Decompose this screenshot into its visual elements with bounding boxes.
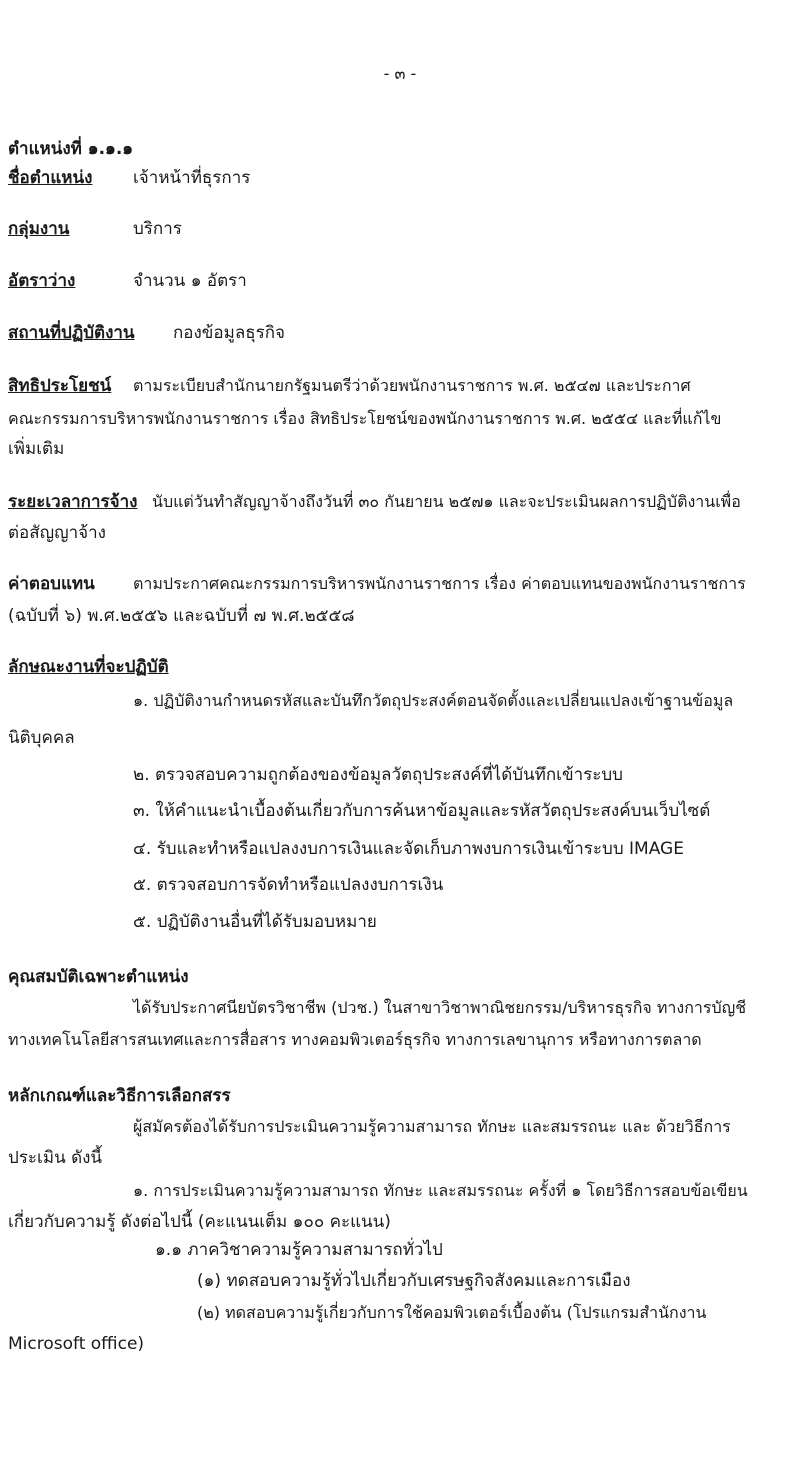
duty-item-6: ๕. ปฏิบัติงานอื่นที่ได้รับมอบหมาย — [133, 912, 377, 932]
benefits-line-2: คณะกรรมการบริหารพนักงานราชการ เรื่อง สิทธิประโยชน์ของพนักงานราชการ พ.ศ. ๒๕๕๔ และที่แก้ไข — [8, 409, 722, 428]
selection-p1-line-2: ประเมิน ดังนี้ — [8, 1148, 103, 1168]
workplace-value: กองข้อมูลธุรกิจ — [173, 323, 286, 343]
position-name-value: เจ้าหน้าที่ธุรการ — [133, 168, 251, 188]
selection-sub-1: ๑.๑ ภาควิชาความรู้ความสามารถทั่วไป — [155, 1240, 443, 1260]
position-number: ตำแหน่งที่ ๑.๑.๑ — [8, 139, 134, 159]
vacancy-label: อัตราว่าง — [8, 271, 76, 291]
duty-item-1: ๑. ปฏิบัติงานกำหนดรหัสและบันทึกวัตถุประสงค์ตอนจัดตั้งและเปลี่ยนแปลงเข้าฐานข้อมูล — [133, 691, 734, 710]
selection-p1-line-1: ผู้สมัครต้องได้รับการประเมินความรู้ความสามารถ ทักษะ และสมรรถนะ และ ด้วยวิธีการ — [133, 1117, 731, 1136]
selection-sub-1b: (๒) ทดสอบความรู้เกี่ยวกับการใช้คอมพิวเตอร์เบื้องต้น (โปรแกรมสำนักงาน — [197, 1303, 707, 1322]
selection-sub-1b-cont: Microsoft office) — [8, 1334, 145, 1354]
qualifications-line-1: ได้รับประกาศนียบัตรวิชาชีพ (ปวช.) ในสาขาวิชาพาณิชยกรรม/บริหารธุรกิจ ทางการบัญชี — [133, 998, 747, 1017]
selection-heading: หลักเกณฑ์และวิธีการเลือกสรร — [8, 1086, 231, 1106]
workplace-label: สถานที่ปฏิบัติงาน — [8, 323, 135, 343]
compensation-label: ค่าตอบแทน — [8, 574, 95, 594]
work-group-value: บริการ — [133, 219, 182, 239]
duty-item-2: ๒. ตรวจสอบความถูกต้องของข้อมูลวัตถุประสงค์ที่ได้บันทึกเข้าระบบ — [133, 765, 623, 785]
qualifications-heading: คุณสมบัติเฉพาะตำแหน่ง — [8, 967, 189, 987]
compensation-line-1: ตามประกาศคณะกรรมการบริหารพนักงานราชการ เรื่อง ค่าตอบแทนของพนักงานราชการ — [133, 574, 746, 593]
duration-line-2: ต่อสัญญาจ้าง — [8, 523, 106, 543]
benefits-label: สิทธิประโยชน์ — [8, 376, 112, 396]
benefits-line-3: เพิ่มเติม — [8, 439, 65, 459]
work-group-label: กลุ่มงาน — [8, 219, 70, 239]
benefits-line-1: ตามระเบียบสำนักนายกรัฐมนตรีว่าด้วยพนักงานราชการ พ.ศ. ๒๕๔๗ และประกาศ — [133, 376, 691, 395]
selection-p2-line-1: ๑. การประเมินความรู้ความสามารถ ทักษะ และสมรรถนะ ครั้งที่ ๑ โดยวิธีการสอบข้อเขียน — [133, 1181, 748, 1200]
duty-item-3: ๓. ให้คำแนะนำเบื้องต้นเกี่ยวกับการค้นหาข้อมูลและรหัสวัตถุประสงค์บนเว็บไซต์ — [133, 801, 711, 821]
selection-sub-1a: (๑) ทดสอบความรู้ทั่วไปเกี่ยวกับเศรษฐกิจสังคมและการเมือง — [197, 1271, 631, 1291]
qualifications-line-2: ทางเทคโนโลยีสารสนเทศและการสื่อสาร ทางคอมพิวเตอร์ธุรกิจ ทางการเลขานุการ หรือทางการตลาด — [8, 1030, 702, 1049]
duty-item-4: ๔. รับและทำหรือแปลงงบการเงินและจัดเก็บภาพงบการเงินเข้าระบบ IMAGE — [133, 839, 684, 859]
vacancy-value: จำนวน ๑ อัตรา — [133, 271, 247, 291]
duration-line-1: นับแต่วันทำสัญญาจ้างถึงวันที่ ๓๐ กันยายน ๒๕๗๑ และจะประเมินผลการปฏิบัติงานเพื่อ — [152, 492, 741, 511]
duty-item-1-cont: นิติบุคคล — [8, 728, 75, 748]
duty-item-5: ๕. ตรวจสอบการจัดทำหรือแปลงงบการเงิน — [133, 875, 444, 895]
duties-heading: ลักษณะงานที่จะปฏิบัติ — [8, 657, 169, 677]
compensation-line-2: (ฉบับที่ ๖) พ.ศ.๒๕๕๖ และฉบับที่ ๗ พ.ศ.๒๕๕๘ — [8, 606, 355, 626]
position-name-label: ชื่อตำแหน่ง — [8, 168, 93, 188]
selection-p2-line-2: เกี่ยวกับความรู้ ดังต่อไปนี้ (คะแนนเต็ม ๑๐๐ คะแนน) — [8, 1212, 391, 1232]
duration-label: ระยะเวลาการจ้าง — [8, 492, 138, 512]
page-number: - ๓ - — [383, 64, 417, 83]
